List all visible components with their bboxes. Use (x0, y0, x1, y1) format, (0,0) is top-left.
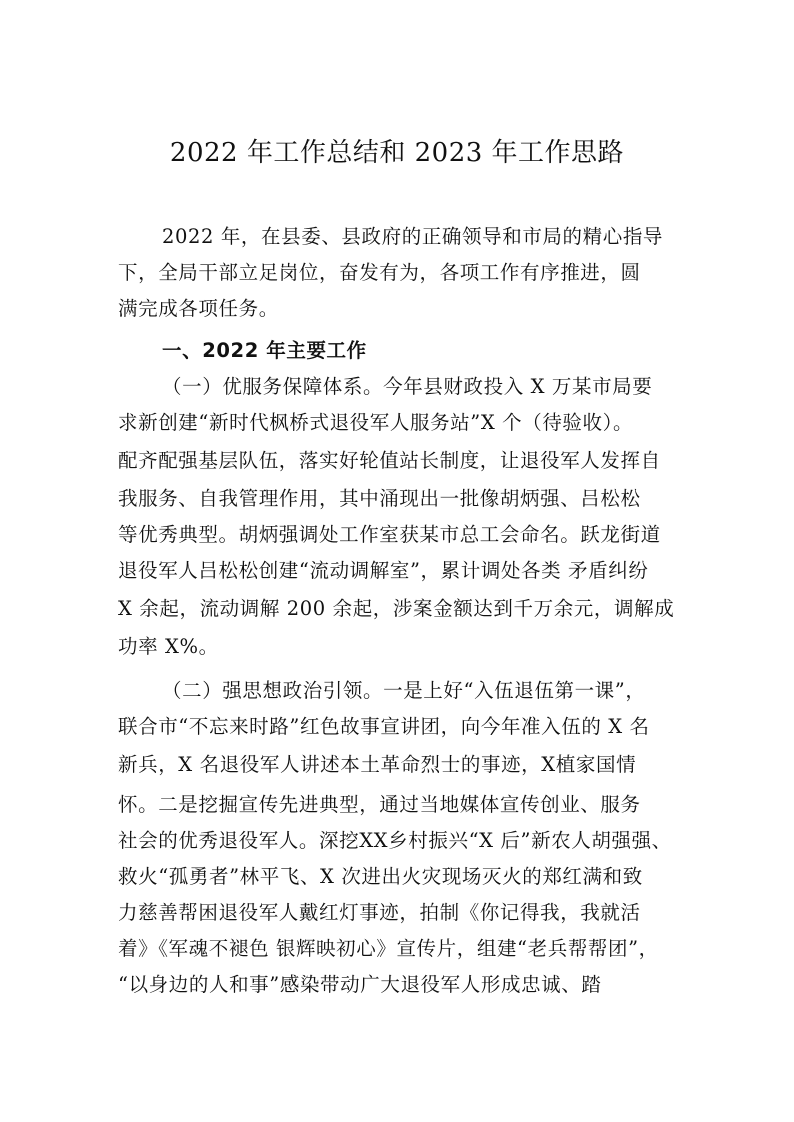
paragraph-line: 社会的优秀退役军人。深挖XX乡村振兴“X 后”新农人胡强强、 (118, 829, 672, 852)
paragraph-line: 联合市“不忘来时路”红色故事宣讲团，向今年准入伍的 X 名 (118, 715, 650, 738)
paragraph-line: 着》《军魂不褪色 银辉映初心》宣传片，组建“老兵帮帮团”， (118, 937, 659, 960)
paragraph-line: 配齐配强基层队伍，落实好轮值站长制度，让退役军人发挥自 (118, 449, 661, 472)
paragraph-line: 功率 X%。 (118, 635, 219, 658)
paragraph-line: 力慈善帮困退役军人戴红灯事迹，拍制《你记得我，我就活 (118, 901, 641, 924)
paragraph-line: 等优秀典型。胡炳强调处工作室获某市总工会命名。跃龙街道 (118, 523, 661, 546)
paragraph-line: 救火“孤勇者”林平飞、X 次进出火灾现场灭火的郑红满和致 (118, 865, 643, 888)
paragraph-line: 下，全局干部立足岗位，奋发有为，各项工作有序推进，圆 (118, 261, 641, 284)
paragraph-line: 新兵，X 名退役军人讲述本土革命烈士的事迹，X植家国情 (118, 753, 637, 776)
paragraph-line: 退役军人吕松松创建“流动调解室”，累计调处各类 矛盾纠纷 (118, 559, 649, 582)
paragraph-line: “以身边的人和事”感染带动广大退役军人形成忠诚、踏 (118, 973, 602, 996)
paragraph-line: 怀。二是挖掘宣传先进典型，通过当地媒体宣传创业、服务 (118, 793, 641, 816)
document-title: 2022 年工作总结和 2023 年工作思路 (169, 138, 625, 168)
paragraph-line: 求新创建“新时代枫桥式退役军人服务站”X 个（待验收）。 (118, 411, 634, 434)
paragraph-line: 2022 年，在县委、县政府的正确领导和市局的精心指导 (162, 225, 664, 248)
paragraph-line: 满完成各项任务。 (118, 297, 279, 320)
paragraph-line: （二）强思想政治引领。一是上好“入伍退伍第一课”， (162, 679, 646, 702)
paragraph-line: （一）优服务保障体系。今年县财政投入 X 万某市局要 (162, 375, 653, 398)
paragraph-line: X 余起，流动调解 200 余起，涉案金额达到千万余元，调解成 (118, 597, 675, 620)
section-heading: 一、2022 年主要工作 (162, 339, 367, 362)
paragraph-line: 我服务、自我管理作用，其中涌现出一批像胡炳强、吕松松 (118, 487, 641, 510)
